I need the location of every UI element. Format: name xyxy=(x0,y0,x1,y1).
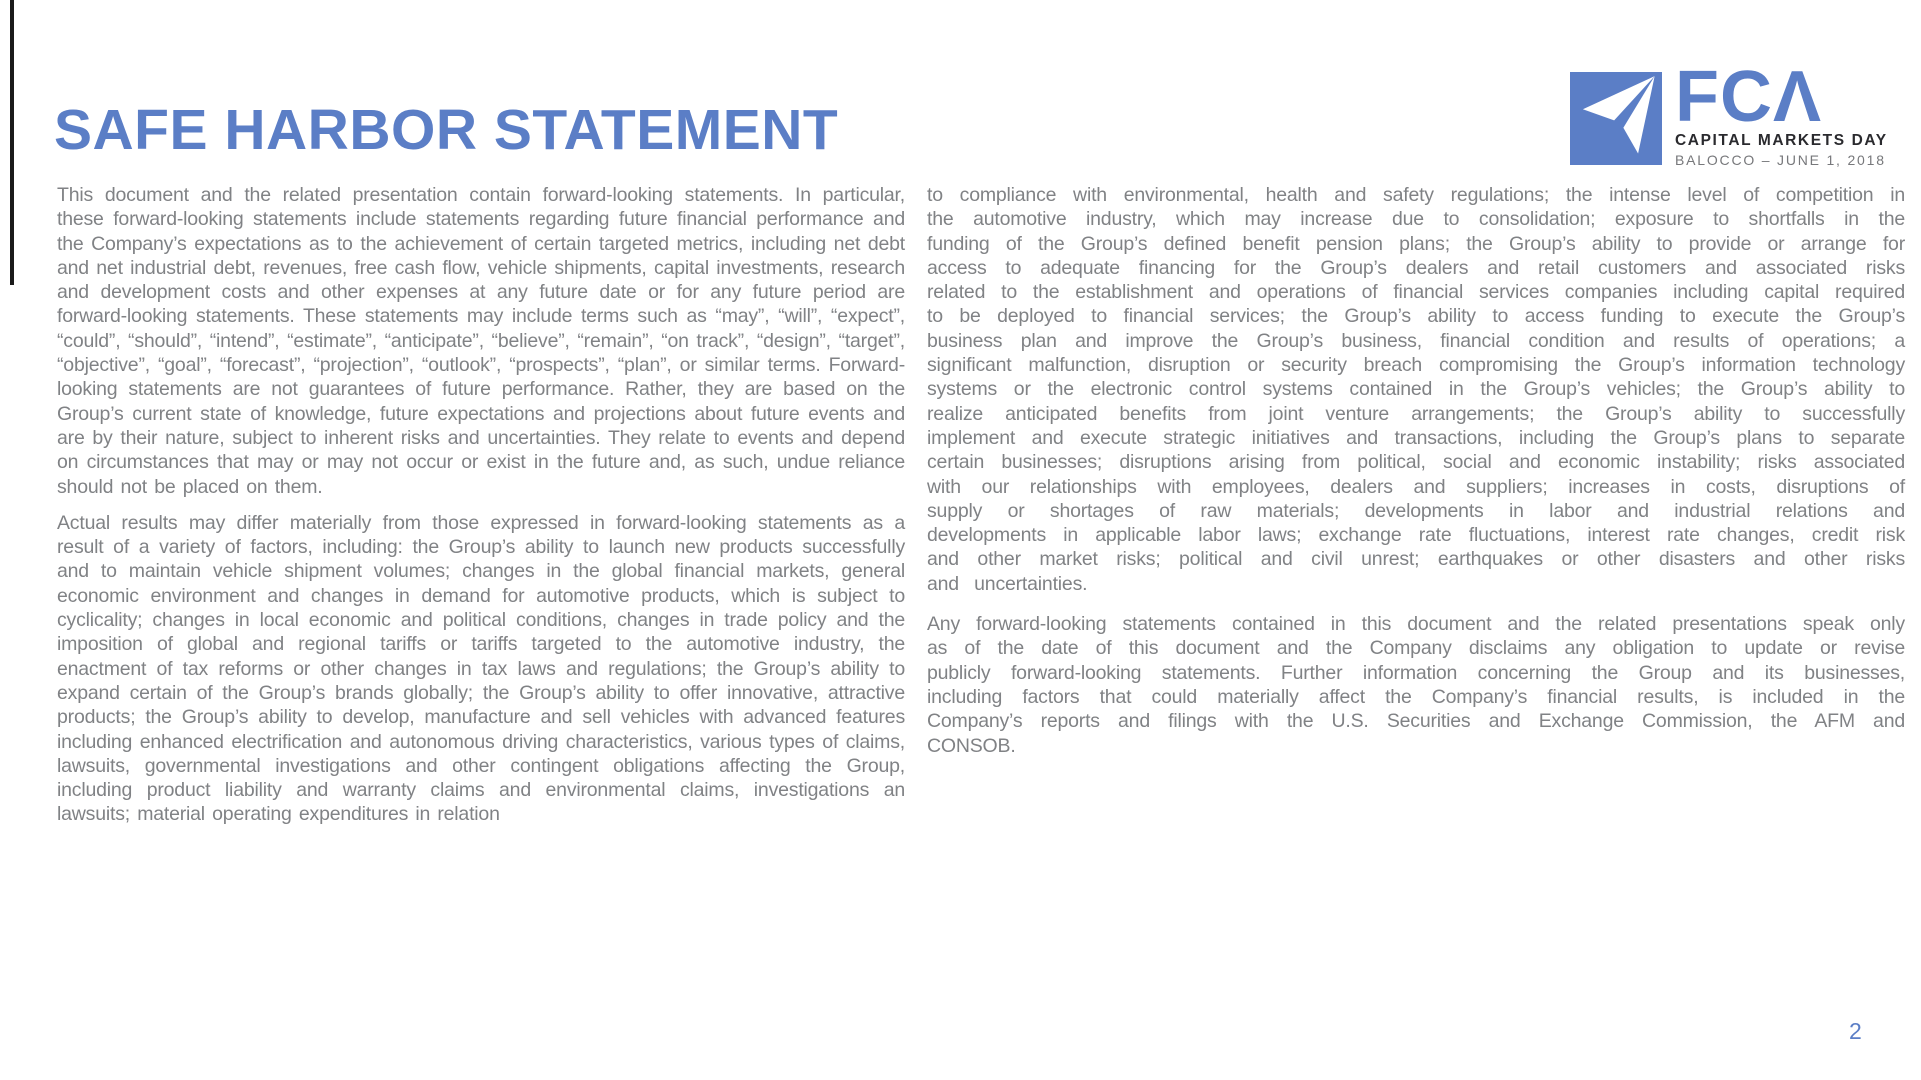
paragraph-risk-factors: to compliance with environmental, health and safety regulations; the intense level of competition in the automotive industry, which may increase due to consolidation; exposure to shortfalls in the funding of the Group’s defined benefit pension plans; the Group’s ability to provide or arrange for access to adequate financing for the Group’s dealers and retail customers and associated risks related to the establishment and operations of financial services companies including capital required to be deployed to financial services; the Group’s ability to access funding to execute the Group’s business plan and improve the Group’s business, financial condition and results of operations; a significant malfunction, disruption or security breach compromising the Group’s information technology systems or the electronic control systems contained in the Group’s vehicles; the Group’s ability to realize anticipated benefits from joint venture arrangements; the Group’s ability to successfully implement and execute strategic initiatives and transactions, including the Group’s plans to separate certain businesses; disruptions arising from political, social and economic instability; risks associated with our relationships with employees, dealers and suppliers; increases in costs, disruptions of supply or shortages of raw materials; developments in labor and industrial relations and developments in applicable labor laws; exchange rate fluctuations, interest rate changes, credit risk and other market risks; political and civil unrest; earthquakes or other disasters and other risks and uncertainties. xyxy=(927,184,1905,595)
fca-logo xyxy=(1570,57,1888,168)
logo-event-detail: BALOCCO – JUNE 1, 2018 xyxy=(1675,151,1886,168)
page-title: SAFE HARBOR STATEMENT xyxy=(54,98,839,163)
left-column xyxy=(57,183,905,839)
fca-logo-text: FCΛ xyxy=(1675,57,1822,137)
paragraph-forward-looking: This document and the related presentation contain forward-looking statements. In particular, these forward-looking statements include statements regarding future financial performance and the Company’s expectations as to the achievement of certain targeted metrics, including net debt and net industrial debt, revenues, free cash flow, vehicle shipments, capital investments, research and development costs and other expenses at any future date or for any future period are forward-looking statements. These statements may include terms such as “may”, “will”, “expect”, “could”, “should”, “intend”, “estimate”, “anticipate”, “believe”, “remain”, “on track”, “design”, “target”, “objective”, “goal”, “forecast”, “projection”, “outlook”, “prospects”, “plan”, or similar terms. Forward-looking statements are not guarantees of future performance. Rather, they are based on the Group’s current state of knowledge, future expectations and projections about future events and are by their nature, subject to inherent risks and uncertainties. They relate to events and depend on circumstances that may or may not occur or exist in the future and, as such, undue reliance should not be placed on them. xyxy=(57,184,905,498)
fca-arrow-icon xyxy=(1570,72,1662,165)
logo-event-name: CAPITAL MARKETS DAY xyxy=(1675,131,1888,149)
right-column xyxy=(927,183,1905,774)
fca-logo-textblock xyxy=(1675,57,1888,168)
page-number: 2 xyxy=(1849,1018,1862,1044)
paragraph-actual-results: Actual results may differ materially from those expressed in forward-looking statements as a result of a variety of factors, including: the Group’s ability to launch new products successfully and to maintain vehicle shipment volumes; changes in the global financial markets, general economic environment and changes in demand for automotive products, which is subject to cyclicality; changes in local economic and political conditions, changes in trade policy and the imposition of global and regional tariffs or tariffs targeted to the automotive industry, the enactment of tax reforms or other changes in tax laws and regulations; the Group’s ability to expand certain of the Group’s brands globally; the Group’s ability to offer innovative, attractive products; the Group’s ability to develop, manufacture and sell vehicles with advanced features including enhanced electrification and autonomous driving characteristics, various types of claims, lawsuits, governmental investigations and other contingent obligations affecting the Group, including product liability and warranty claims and environmental claims, investigations an lawsuits; material operating expenditures in relation xyxy=(57,511,905,826)
paragraph-disclaimer: Any forward-looking statements contained in this document and the related presentations speak only as of the date of this document and the Company disclaims any obligation to update or revise publicly forward-looking statements. Further information concerning the Group and its businesses, including factors that could materially affect the Company’s financial results, is included in the Company’s reports and filings with the U.S. Securities and Exchange Commission, the AFM and CONSOB. xyxy=(927,613,1905,757)
slide-edge-line xyxy=(10,0,14,285)
